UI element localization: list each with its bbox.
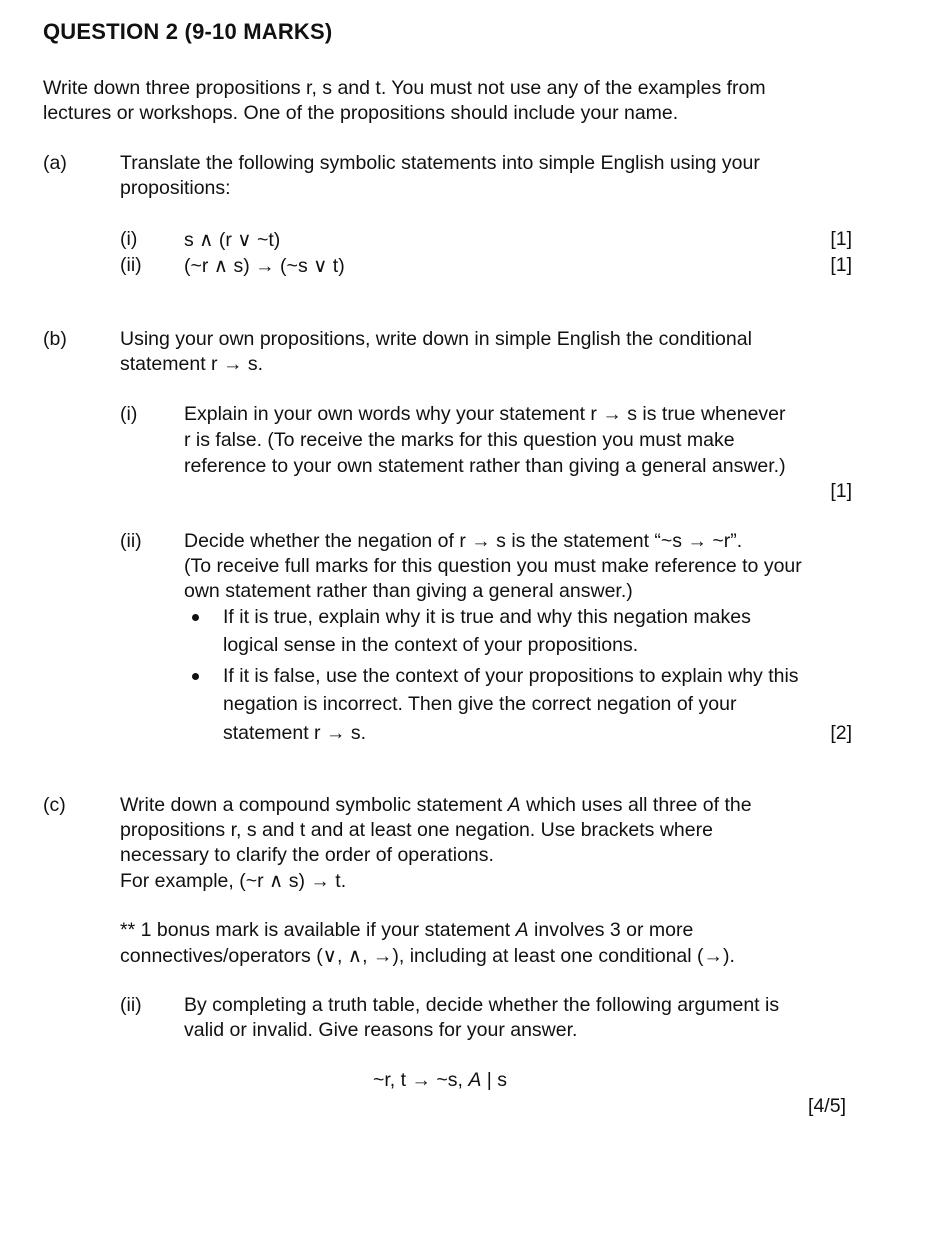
part-a-i-expression: s ∧ (r ∨ ~t) (184, 229, 281, 251)
part-b-i-marks: [1] (830, 480, 852, 502)
part-a-i-marks: [1] (830, 228, 852, 250)
part-c-line-3: necessary to clarify the order of operations. (120, 844, 494, 866)
part-a-ii-marks: [1] (830, 254, 852, 276)
part-b-ii-bullet-2-line-2: negation is incorrect. Then give the correct negation of your (223, 693, 737, 715)
part-c-ii-line-1: By completing a truth table, decide whether the following argument is (184, 994, 780, 1016)
part-b-ii-bullet-1-line-2: logical sense in the context of your propositions. (223, 634, 639, 656)
bonus-line-1: ** 1 bonus mark is available if your statement A involves 3 or more (120, 919, 694, 941)
part-a-line-2: propositions: (120, 177, 231, 199)
part-c-ii-line-2: valid or invalid. Give reasons for your answer. (184, 1019, 578, 1041)
part-b-ii-line-3: own statement rather than giving a general answer.) (184, 580, 633, 602)
part-a-ii-expression: (~r ∧ s) → (~s ∨ t) (184, 255, 345, 277)
part-b-ii-marks: [2] (830, 722, 852, 744)
part-b-ii-bullet-2-line-1: If it is false, use the context of your propositions to explain why this (223, 665, 799, 687)
part-b-ii-label: (ii) (120, 530, 142, 552)
intro-line-1: Write down three propositions r, s and t. You must not use any of the examples from (43, 77, 766, 99)
part-c-ii-marks: [4/5] (808, 1095, 846, 1117)
part-b-i-line-3: reference to your own statement rather than giving a general answer.) (184, 455, 786, 477)
part-c-example: For example, (~r ∧ s) → t. (120, 870, 347, 892)
part-c-line-1: Write down a compound symbolic statement A which uses all three of the (120, 794, 752, 816)
part-b-ii-bullet-1-line-1: If it is true, explain why it is true and why this negation makes (223, 606, 751, 628)
part-b-ii-line-2: (To receive full marks for this question you must make reference to your (184, 555, 802, 577)
intro-line-2: lectures or workshops. One of the propositions should include your name. (43, 102, 679, 124)
part-c-label: (c) (43, 794, 66, 816)
part-b-ii-bullet-2-line-3: statement r → s. (223, 722, 367, 744)
part-b-ii-line-1: Decide whether the negation of r → s is the statement “~s → ~r”. (184, 530, 743, 552)
bonus-line-2: connectives/operators (∨, ∧, →), including at least one conditional (→). (120, 945, 735, 967)
part-b-i-label: (i) (120, 403, 138, 425)
question-title: QUESTION 2 (9-10 MARKS) (43, 19, 333, 44)
part-b-label: (b) (43, 328, 67, 350)
part-a-line-1: Translate the following symbolic statements into simple English using your (120, 152, 760, 174)
bullet-2 (192, 673, 199, 680)
part-b-i-line-1: Explain in your own words why your statement r → s is true whenever (184, 403, 786, 425)
part-c-ii-label: (ii) (120, 994, 142, 1016)
part-b-i-line-2: r is false. (To receive the marks for this question you must make (184, 429, 735, 451)
part-a-label: (a) (43, 152, 67, 174)
part-a-i-label: (i) (120, 228, 138, 250)
part-a-ii-label: (ii) (120, 254, 142, 276)
part-b-line-2: statement r → s. (120, 353, 264, 375)
part-c-line-2: propositions r, s and t and at least one negation. Use brackets where (120, 819, 713, 841)
argument-expression: ~r, t → ~s, A | s (373, 1069, 508, 1091)
part-b-line-1: Using your own propositions, write down in simple English the conditional (120, 328, 752, 350)
bullet-1 (192, 614, 199, 621)
